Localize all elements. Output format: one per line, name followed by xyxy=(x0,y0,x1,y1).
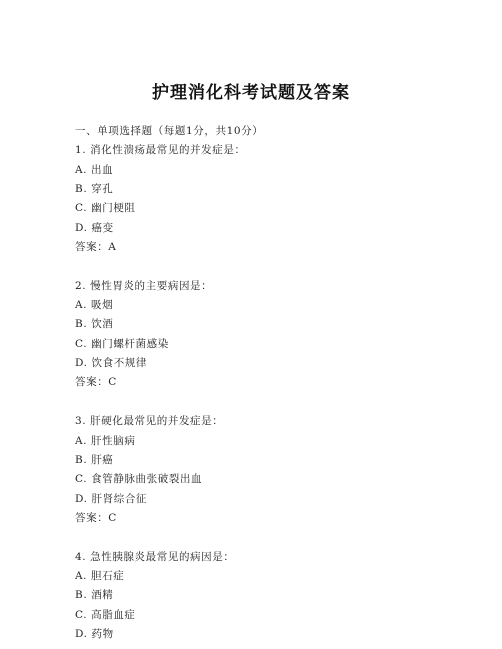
q4-option-a: A. 胆石症 xyxy=(75,569,125,582)
spacer xyxy=(75,528,475,547)
q3-option-d: D. 肝肾综合征 xyxy=(75,492,148,505)
question-1: 1. 消化性溃疡最常见的并发症是： xyxy=(75,144,246,157)
q3-option-a: A. 肝性脑病 xyxy=(75,434,136,447)
q1-option-c: C. 幽门梗阻 xyxy=(75,202,136,215)
spacer xyxy=(75,257,475,276)
question-3: 3. 肝硬化最常见的并发症是： xyxy=(75,415,224,428)
q4-option-d: D. 药物 xyxy=(75,627,114,640)
q2-option-d: D. 饮食不规律 xyxy=(75,357,148,370)
q3-option-b: B. 肝癌 xyxy=(75,453,114,466)
q3-option-c: C. 食管静脉曲张破裂出血 xyxy=(75,473,203,486)
q4-option-b: B. 酒精 xyxy=(75,589,114,602)
q2-option-a: A. 吸烟 xyxy=(75,299,114,312)
q1-option-a: A. 出血 xyxy=(75,163,114,176)
q2-option-c: C. 幽门螺杆菌感染 xyxy=(75,337,169,350)
q1-option-b: B. 穿孔 xyxy=(75,183,114,196)
document-body xyxy=(75,122,475,644)
question-4: 4. 急性胰腺炎最常见的病因是： xyxy=(75,550,235,563)
section-heading: 一、单项选择题（每题1分，共10分） xyxy=(75,125,264,137)
q1-option-d: D. 癌变 xyxy=(75,221,114,234)
q4-option-c: C. 高脂血症 xyxy=(75,608,136,621)
q2-answer: 答案：C xyxy=(75,376,117,389)
question-2: 2. 慢性胃炎的主要病因是： xyxy=(75,279,213,292)
spacer xyxy=(75,393,475,412)
q3-answer: 答案：C xyxy=(75,511,117,524)
q1-answer: 答案：A xyxy=(75,241,117,254)
q2-option-b: B. 饮酒 xyxy=(75,318,114,331)
document-title: 护理消化科考试题及答案 xyxy=(152,83,350,103)
